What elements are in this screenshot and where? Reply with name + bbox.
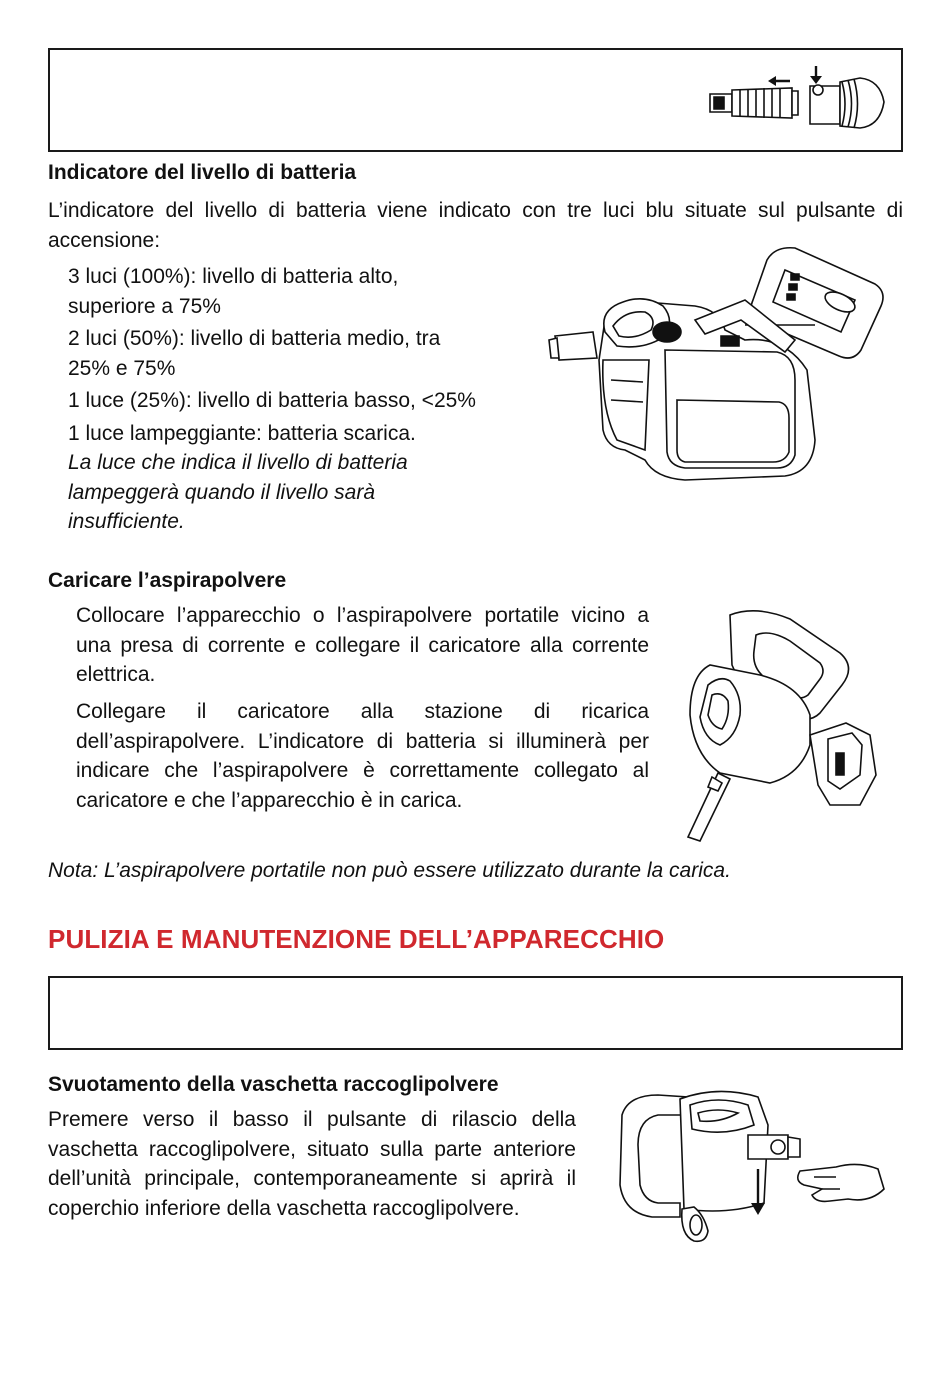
dust-bin-release-illustration [608,1085,888,1250]
pointing-hand-illustration [798,1164,884,1201]
charging-para-1: Collocare l’apparecchio o l’aspirapolvere portatile vicino a una presa di corrente e collegare il caricatore alla corrente elettrica. [76,604,649,686]
emptying-para: Premere verso il basso il pulsante di rilascio della vaschetta raccoglipolvere, situato sulla parte anteriore dell’unità principale, contemporaneamente si aprirà il coperchio inferiore della vaschetta raccoglipolvere. [48,1108,576,1220]
charging-para-2: Collegare il caricatore alla stazione di ricarica dell’aspirapolvere. L’indicatore di batteria si illuminerà per indicare che l’aspirapolvere è correttamente collegato al caricatore e che l’apparecchio è in carica. [76,700,649,812]
tube-connection-illustration [700,64,890,144]
cleaning-note-box [48,976,903,1050]
list-item: 2 luci (50%): livello di batteria medio, tra 25% e 75% [68,327,441,380]
list-item: 1 luce (25%): livello di batteria basso, <25% [68,389,476,412]
arrow-down-icon [810,66,822,84]
list-item: 1 luce lampeggiante: batteria scarica. [68,421,416,445]
arrow-left-icon [768,76,790,86]
list-item: 3 luci (100%): livello di batteria alto, superiore a 75% [68,265,399,318]
charging-station-illustration [660,605,890,845]
charging-heading: Caricare l’aspirapolvere [48,569,287,592]
section-title: PULIZIA E MANUTENZIONE DELL’APPARECCHIO [48,924,665,954]
battery-levels-list [68,262,568,537]
battery-heading: Indicatore del livello di batteria [48,161,357,184]
battery-intro: L’indicatore del livello di batteria viene indicato con tre luci blu situate sul pulsante di accensione: [48,199,903,252]
vacuum-unit-illustration [545,240,890,485]
emptying-heading: Svuotamento della vaschetta raccoglipolvere [48,1073,499,1096]
battery-note: La luce che indica il livello di batteria lampeggerà quando il livello sarà insufficiente. [68,451,408,533]
charging-note: Nota: L’aspirapolvere portatile non può essere utilizzato durante la carica. [48,859,731,882]
